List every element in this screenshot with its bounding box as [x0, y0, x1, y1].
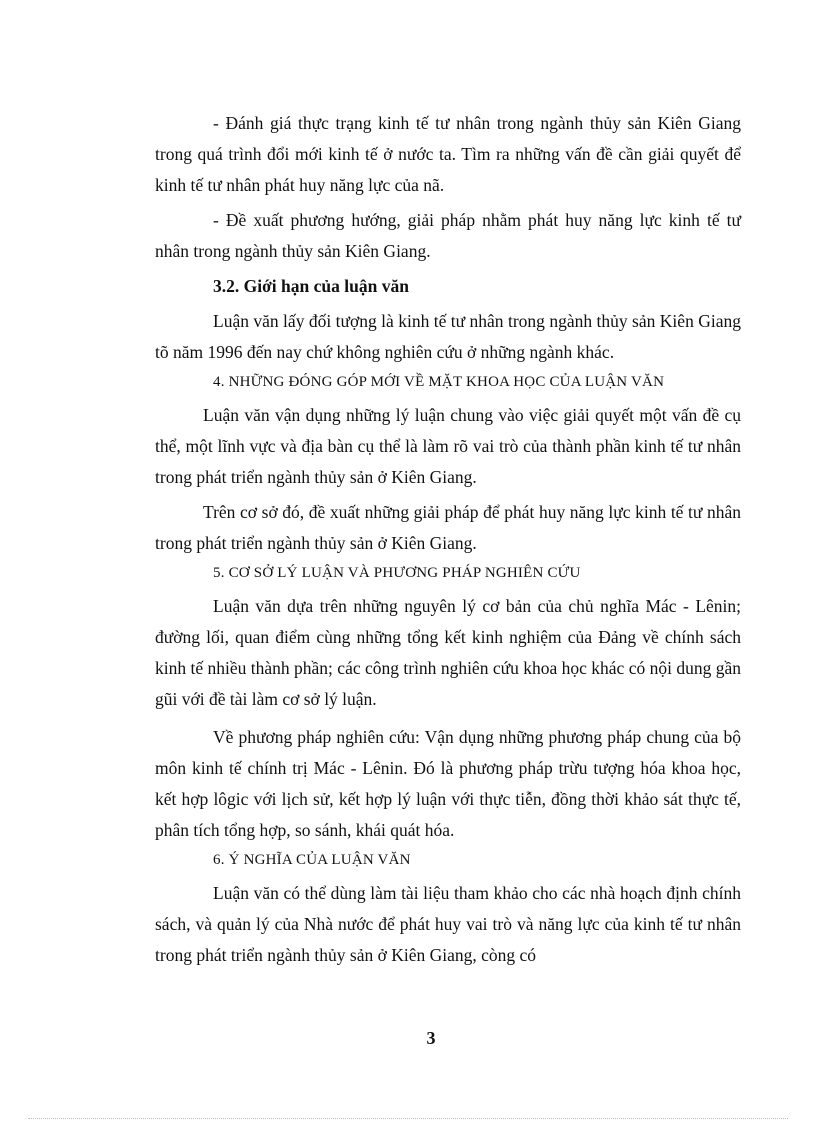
page-content: [155, 108, 741, 971]
paragraph-contributions-proposal: Trên cơ sở đó, đề xuất những giải pháp để phát huy năng lực kinh tế tư nhân trong phát triển ngành thủy sản ở Kiên Giang.: [155, 502, 741, 553]
paragraph-research-methods: Về phương pháp nghiên cứu: Vận dụng những phương pháp chung của bộ môn kinh tế chính trị Mác - Lênin. Đó là phương pháp trừu tượng hóa khoa học, kết hợp lôgic với lịch sử, kết hợp lý luận với thực tiễn, đồng thời khảo sát thực tế, phân tích tổng hợp, so sánh, khái quát hóa.: [155, 727, 741, 840]
paragraph-significance: Luận văn có thể dùng làm tài liệu tham khảo cho các nhà hoạch định chính sách, và quản lý của Nhà nước để phát huy vai trò và năng lực của kinh tế tư nhân trong phát triển ngành thủy sản ở Kiên Giang, còng có: [155, 883, 741, 965]
heading-4-contributions: 4. NHỮNG ĐÓNG GÓP MỚI VỀ MẶT KHOA HỌC CỦA LUẬN VĂN: [213, 374, 665, 390]
paragraph-contributions: Luận văn vận dụng những lý luận chung vào việc giải quyết một vấn đề cụ thể, một lĩnh vực và địa bàn cụ thể là làm rõ vai trò của thành phần kinh tế tư nhân trong phát triển ngành thủy sản ở Kiên Giang.: [155, 405, 741, 487]
page-bottom-divider: [28, 1118, 788, 1119]
heading-3-2-scope: 3.2. Giới hạn của luận văn: [213, 276, 409, 296]
paragraph-scope: Luận văn lấy đối tượng là kinh tế tư nhân trong ngành thủy sản Kiên Giang tõ năm 1996 đến nay chứ không nghiên cứu ở những ngành khác.: [155, 311, 741, 362]
paragraph-objective-propose: - Đề xuất phương hướng, giải pháp nhằm phát huy năng lực kinh tế tư nhân trong ngành thủy sản Kiên Giang.: [155, 210, 741, 261]
paragraph-theoretical-basis: Luận văn dựa trên những nguyên lý cơ bản của chủ nghĩa Mác - Lênin; đường lối, quan điểm cùng những tổng kết kinh nghiệm của Đảng về chính sách kinh tế nhiều thành phần; các công trình nghiên cứu khoa học khác có nội dung gần gũi với đề tài làm cơ sở lý luận.: [155, 596, 741, 709]
heading-6-significance: 6. Ý NGHĨA CỦA LUẬN VĂN: [213, 852, 411, 868]
paragraph-objective-assess: - Đánh giá thực trạng kinh tế tư nhân trong ngành thủy sản Kiên Giang trong quá trình đổi mới kinh tế ở nước ta. Tìm ra những vấn đề cần giải quyết để kinh tế tư nhân phát huy năng lực của nã.: [155, 113, 741, 195]
page-number: 3: [426, 1028, 436, 1048]
heading-5-methodology: 5. CƠ SỞ LÝ LUẬN VÀ PHƯƠNG PHÁP NGHIÊN CỨU: [213, 565, 581, 581]
